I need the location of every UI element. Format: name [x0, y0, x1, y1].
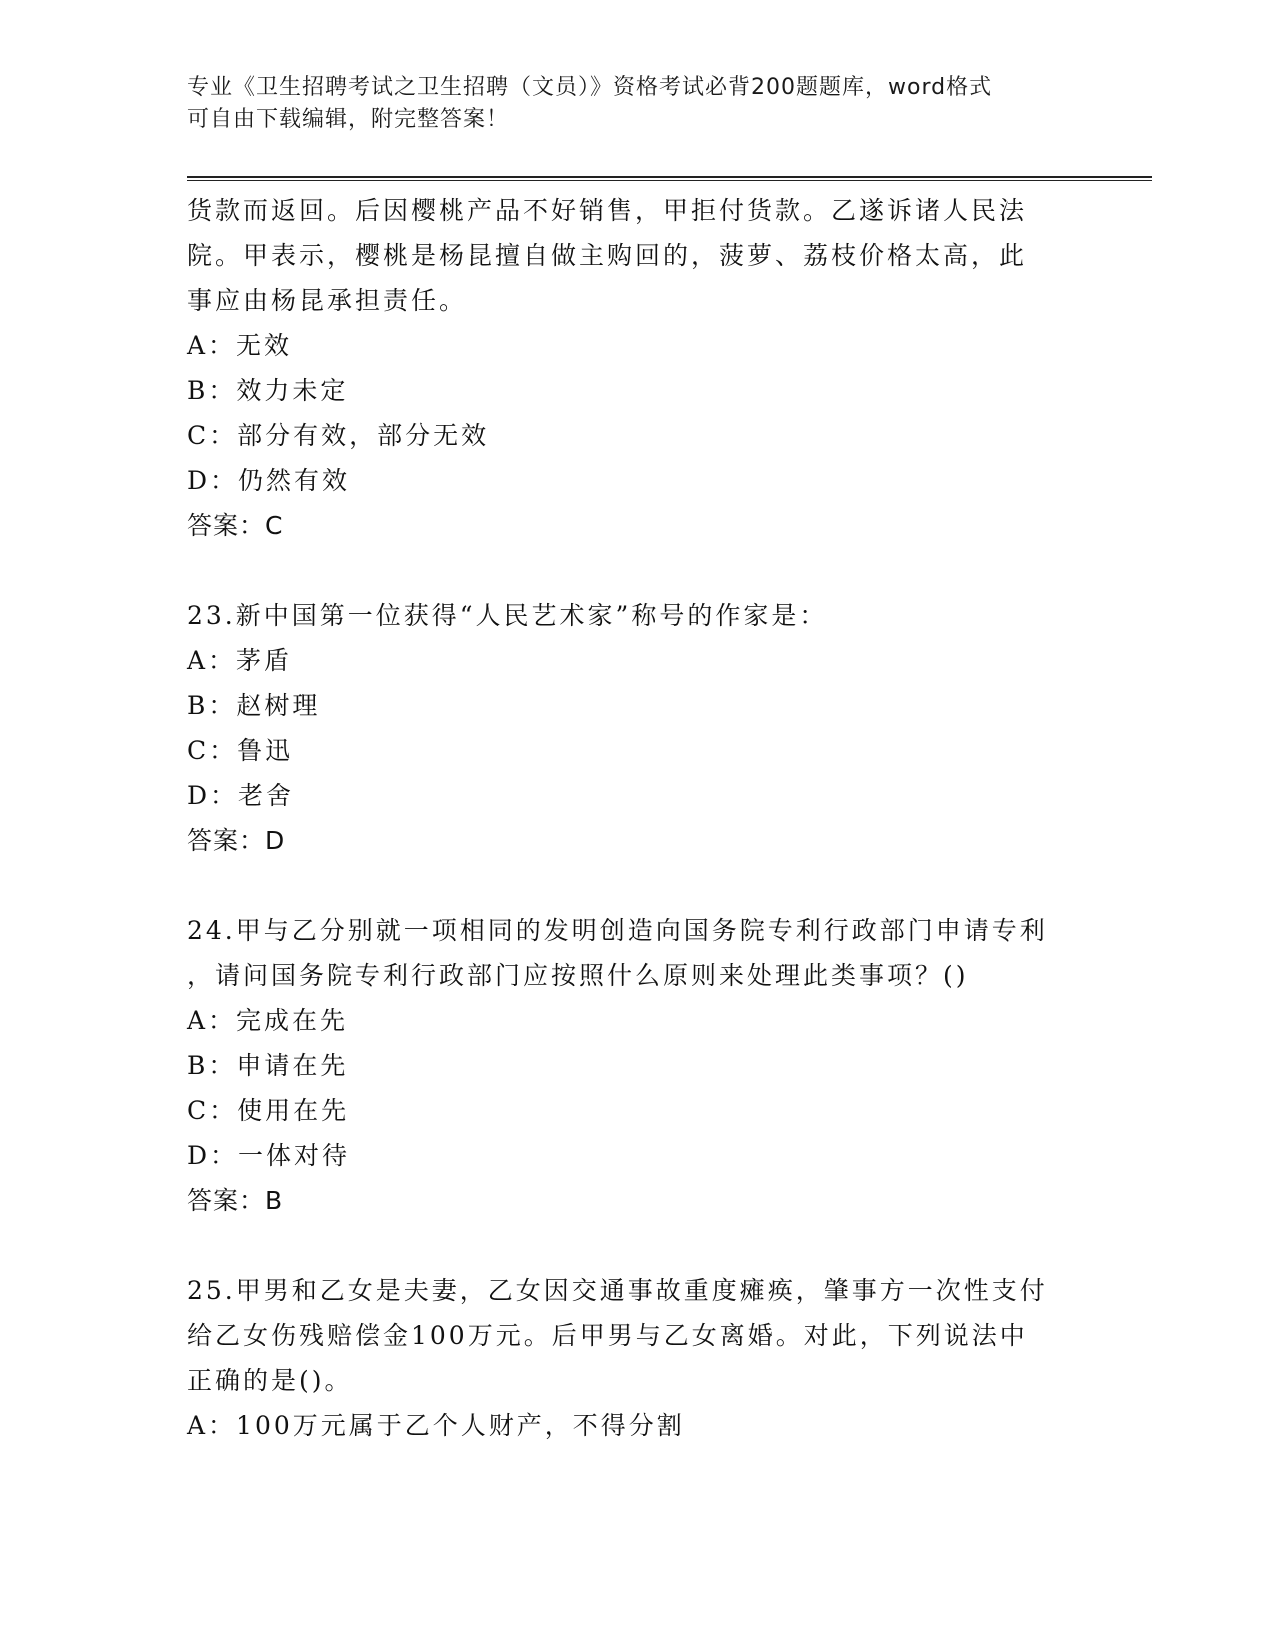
- option-a: A：完成在先: [187, 1006, 349, 1035]
- option-c: C：鲁迅: [187, 736, 294, 765]
- question-text-line: 24.甲与乙分别就一项相同的发明创造向国务院专利行政部门申请专利: [187, 916, 1048, 945]
- question-gap: [187, 1223, 1087, 1268]
- option-b: B：申请在先: [187, 1051, 349, 1080]
- option-c: C：部分有效，部分无效: [187, 421, 490, 450]
- page-header: [187, 72, 1067, 136]
- option-b: B：效力未定: [187, 376, 349, 405]
- option-a: A：100万元属于乙个人财产，不得分割: [187, 1411, 685, 1440]
- question-continuation: [187, 188, 1087, 548]
- header-line-2: 可自由下载编辑，附完整答案！: [187, 107, 510, 132]
- option-a: A：无效: [187, 331, 293, 360]
- question-text-line: 正确的是()。: [187, 1366, 353, 1395]
- question-24: [187, 908, 1087, 1223]
- question-text-line: ，请问国务院专利行政部门应按照什么原则来处理此类事项？(): [187, 961, 969, 990]
- option-a: A：茅盾: [187, 646, 293, 675]
- question-23: [187, 593, 1087, 863]
- answer-line: 答案：D: [187, 826, 286, 855]
- question-text-line: 给乙女伤残赔偿金100万元。后甲男与乙女离婚。对此，下列说法中: [187, 1321, 1028, 1350]
- question-text-line: 货款而返回。后因樱桃产品不好销售，甲拒付货款。乙遂诉诸人民法: [187, 196, 1028, 225]
- question-gap: [187, 863, 1087, 908]
- header-divider: [187, 176, 1152, 181]
- option-d: D：老舍: [187, 781, 295, 810]
- question-gap: [187, 548, 1087, 593]
- question-text-line: 事应由杨昆承担责任。: [187, 286, 468, 315]
- option-c: C：使用在先: [187, 1096, 350, 1125]
- option-d: D：仍然有效: [187, 466, 351, 495]
- option-b: B：赵树理: [187, 691, 321, 720]
- question-text-line: 23.新中国第一位获得“人民艺术家”称号的作家是：: [187, 601, 828, 630]
- question-content: [187, 188, 1087, 1448]
- header-line-1: 专业《卫生招聘考试之卫生招聘（文员）》资格考试必背200题题库，word格式: [187, 75, 993, 100]
- answer-line: 答案：B: [187, 1186, 284, 1215]
- option-d: D：一体对待: [187, 1141, 351, 1170]
- question-text-line: 25.甲男和乙女是夫妻，乙女因交通事故重度瘫痪，肇事方一次性支付: [187, 1276, 1048, 1305]
- answer-line: 答案：C: [187, 511, 284, 540]
- question-text-line: 院。甲表示，樱桃是杨昆擅自做主购回的，菠萝、荔枝价格太高，此: [187, 241, 1028, 270]
- question-25: [187, 1268, 1087, 1448]
